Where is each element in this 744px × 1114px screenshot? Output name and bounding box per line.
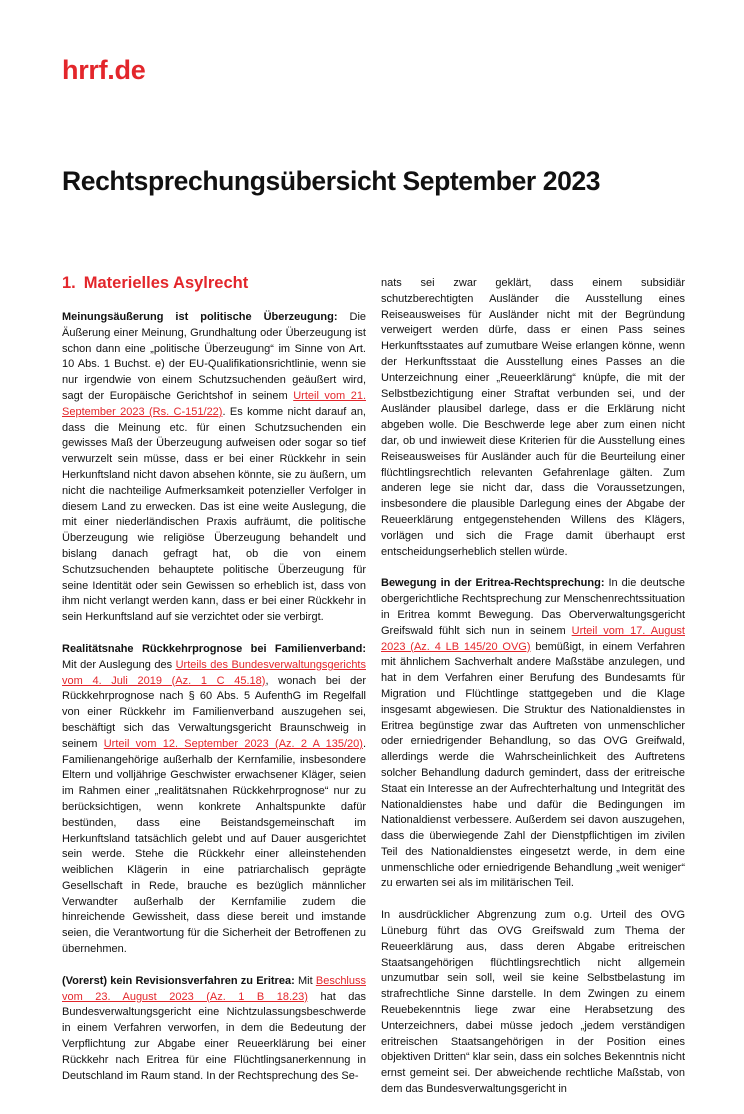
paragraph-rueckkehrprognose [62, 642, 366, 958]
paragraph-heading: (Vorerst) kein Revisionsverfahren zu Eritrea: [62, 974, 295, 987]
paragraph-text: Die Äußerung einer Meinung, Grundhaltung oder Überzeugung ist schon dann eine „politische Überzeugung“ im Sinne von Art. 10 Abs. 1 Buchst. e) der EU-Qualifikationsrichtlinie, wenn sie nur irgendwie von einem Schutzsuchenden geäußert wird, sagt der Europäische Gerichtshof in seinem [62, 311, 367, 402]
left-column [62, 272, 366, 1100]
paragraph-heading: Realitätsnahe Rückkehrprognose bei Familienverband: [62, 642, 366, 655]
paragraph-text: . Familienangehörige außerhalb der Kernfamilie, insbesondere Eltern und volljährige Geschwister erwachsener Kläger, seien im Rahmen einer „realitätsnahen Rückkehrprognose“ nur zu berücksichtigen, wenn konkrete Anhaltspunkte dafür bestünden, dass eine Beistandsgemeinschaft im Herkunftsland tatsächlich gelebt und auf Dauer ausgerichtet sein werde. Stehe die Rückkehr einer alleinstehenden weiblichen Klägerin in eine patriarchalisch geprägte Gesellschaft in Rede, brauche es bezüglich männlicher Verwandter außerhalb der Kernfamilie zudem die hinreichende Gewissheit, dass diese bereit und imstande seien, die Verantwortung für die Sicherheit der Betroffenen zu übernehmen. [62, 737, 366, 956]
site-logo[interactable]: hrrf.de [62, 55, 146, 85]
paragraph-meinungsaeusserung [62, 310, 366, 626]
section-title-text: Materielles Asylrecht [83, 274, 249, 292]
section-heading [62, 272, 366, 294]
paragraph-text: , wonach bei der Rückkehrprognose nach § 60 Abs. 5 AufenthG im Regelfall von einer Rückkehr im Familienverband auszugehen sei, beschäftigt sich das Verwaltungsgericht Braunschweig in seinem [62, 674, 366, 750]
right-column [381, 276, 685, 1114]
paragraph-abgrenzung [381, 908, 685, 1098]
paragraph-heading: Bewegung in der Eritrea-Rechtsprechung: [381, 577, 605, 590]
bverwg-decision-link[interactable]: Beschluss vom 23. August 2023 (Az. 1 B 18.23) [62, 974, 366, 1003]
paragraph-heading: Meinungsäußerung ist politische Überzeugung: [62, 311, 338, 323]
paragraph-text: bemüßigt, in einem Verfahren mit ähnlichem Sachverhalt andere Maßstäbe anzulegen, und hat in dem Verfahren einer Berufung des Bundesamts für Migration und Flüchtlinge stattgegeben und die Klage insgesamt abgewiesen. Die Struktur des Nationaldienstes in Eritrea begünstige zwar das Auftreten von unmenschlicher oder erniedrigender Behandlung, so das OVG Greifwald, allerdings werde die Wahrscheinlichkeit des Auftretens solcher Behandlung dadurch gemindert, dass der eritreische Staat ein Interesse an der Aufrechterhaltung und Integrität des Nationaldienstes habe und dafür die Bedingungen im Nationaldienst verbessere. Außerdem sei davon auszugehen, dass die überwiegende Zahl der Dienstpflichtigen im zivilen Teil des Nationaldienstes eingesetzt werde, in dem eine unmenschliche oder erniedrigende Behandlung „weit weniger“ zu erwarten sei als im militärischen Teil. [381, 640, 685, 890]
paragraph-text: nats sei zwar geklärt, dass einem subsidiär schutzberechtigten Ausländer die Ausstellung eines Reiseausweises für Ausländer nicht mit der Begründung verweigert werden dürfe, dass er einen Pass seines Herkunftsstaates auf zumutbare Weise erlangen könne, wenn der Herkunftsstaat die Ausstellung eines Passes an die Unterzeichnung einer „Reueerklärung“ knüpfe, die mit der Selbstbezichtigung einer Straftat verbunden sei, und der Ausländer plausibel darlege, dass er die Erklärung nicht abgeben wolle. Die Beschwerde lege aber zum einen nicht dar, ob und inwieweit diese Kriterien für die Ausstellung eines Reiseausweises für Ausländer auch für die Beurteilung einer flüchtlingsrechtlich relevanten Gefahrenlage gälten. Zum anderen lege sie nicht dar, dass die Voraussetzungen, insbesondere die plausible Darlegung eines der Abgabe der Reueerklärung entgegenstehenden Willens des Klägers, vorlägen und sich die Frage damit überhaupt erst entscheidungserheblich stellen würde. [381, 277, 685, 558]
paragraph-eritrea-rechtsprechung [381, 576, 685, 892]
vg-braunschweig-judgment-link[interactable]: Urteil vom 12. September 2023 (Az. 2 A 135/20) [103, 737, 363, 750]
paragraph-text: hat das Bundesverwaltungsgericht eine Nichtzulassungsbeschwerde in einem Verfahren verworfen, in dem die Bedeutung der Verpflichtung zur Abgabe einer Reueerklärung bei einer Rückkehr nach Eritrea für eine Flüchtlingsanerkennung in Deutschland im Raum stand. In der Rechtsprechung des Se- [62, 990, 366, 1082]
paragraph-continuation [381, 276, 685, 560]
paragraph-text: In die deutsche obergerichtliche Rechtsprechung zur Menschenrechtssituation in Eritrea kommt Bewegung. Das Oberverwaltungsgericht Greifswald fühlt sich nun in seinem [381, 577, 685, 637]
paragraph-revisionsverfahren [62, 974, 366, 1085]
eugh-judgment-link[interactable]: Urteil vom 21. September 2023 (Rs. C-151/22) [62, 389, 366, 418]
ovg-greifswald-judgment-link[interactable]: Urteil vom 17. August 2023 (Az. 4 LB 145/20 OVG) [381, 624, 685, 653]
paragraph-text: Mit der Auslegung des [62, 658, 176, 671]
paragraph-text: In ausdrücklicher Abgrenzung zum o.g. Urteil des OVG Lüneburg führt das OVG Greifswald zum Thema der Reueerklärung aus, dass deren Abgabe eritreischen Staatsangehörigen flüchtlingsrechtlich nicht allgemein unzumutbar sein soll, weil sie keine Selbstbelastung im strafrechtliche Sinne darstelle. In dem Zwingen zu einem Reuebekenntnis liege zwar eine Herabsetzung des Unterzeichners, dabei müsse jedoch „jedem verständigen eritreischen Staatsangehörigen in der Position eines objektiven Dritten“ klar sein, dass ein solches Bekenntnis nicht ernst gemeint sei. Der abweichende rechtliche Maßstab, von dem das Bundesverwaltungsgericht in [381, 909, 685, 1096]
bverwg-judgment-link[interactable]: Urteils des Bundesverwaltungsgerichts vom 4. Juli 2019 (Az. 1 C 45.18) [62, 658, 366, 687]
page-title: Rechtsprechungsübersicht September 2023 [62, 166, 601, 196]
section-number: 1. [62, 274, 76, 292]
paragraph-text: Mit [294, 974, 316, 987]
paragraph-text: . Es komme nicht darauf an, dass die Meinung etc. für einen Schutzsuchenden ein gewisses Maß der Überzeugung aufweisen oder sogar so tief verwurzelt sein müsse, dass er bei einer Rückkehr in sein Herkunftsland nicht davon absehen könnte, sie zu äußern, um nicht die nachteilige Aufmerksamkeit potenzieller Verfolger in diesem Land zu erwecken. Das ist eine weite Auslegung, die mit einer niederländischen Praxis aufräumt, die politische Überzeugung wie religiöse Überzeugung behandelt und bislang danach gefragt hat, ob die von einem Schutzsuchenden behauptete politische Überzeugung für seine Identität oder sein Gewissen so erheblich ist, dass von ihm nicht verlangt werden kann, dass er bei einer Rückkehr in sein Herkunftsland auf sie verzichtet oder sie verbirgt. [62, 405, 366, 624]
